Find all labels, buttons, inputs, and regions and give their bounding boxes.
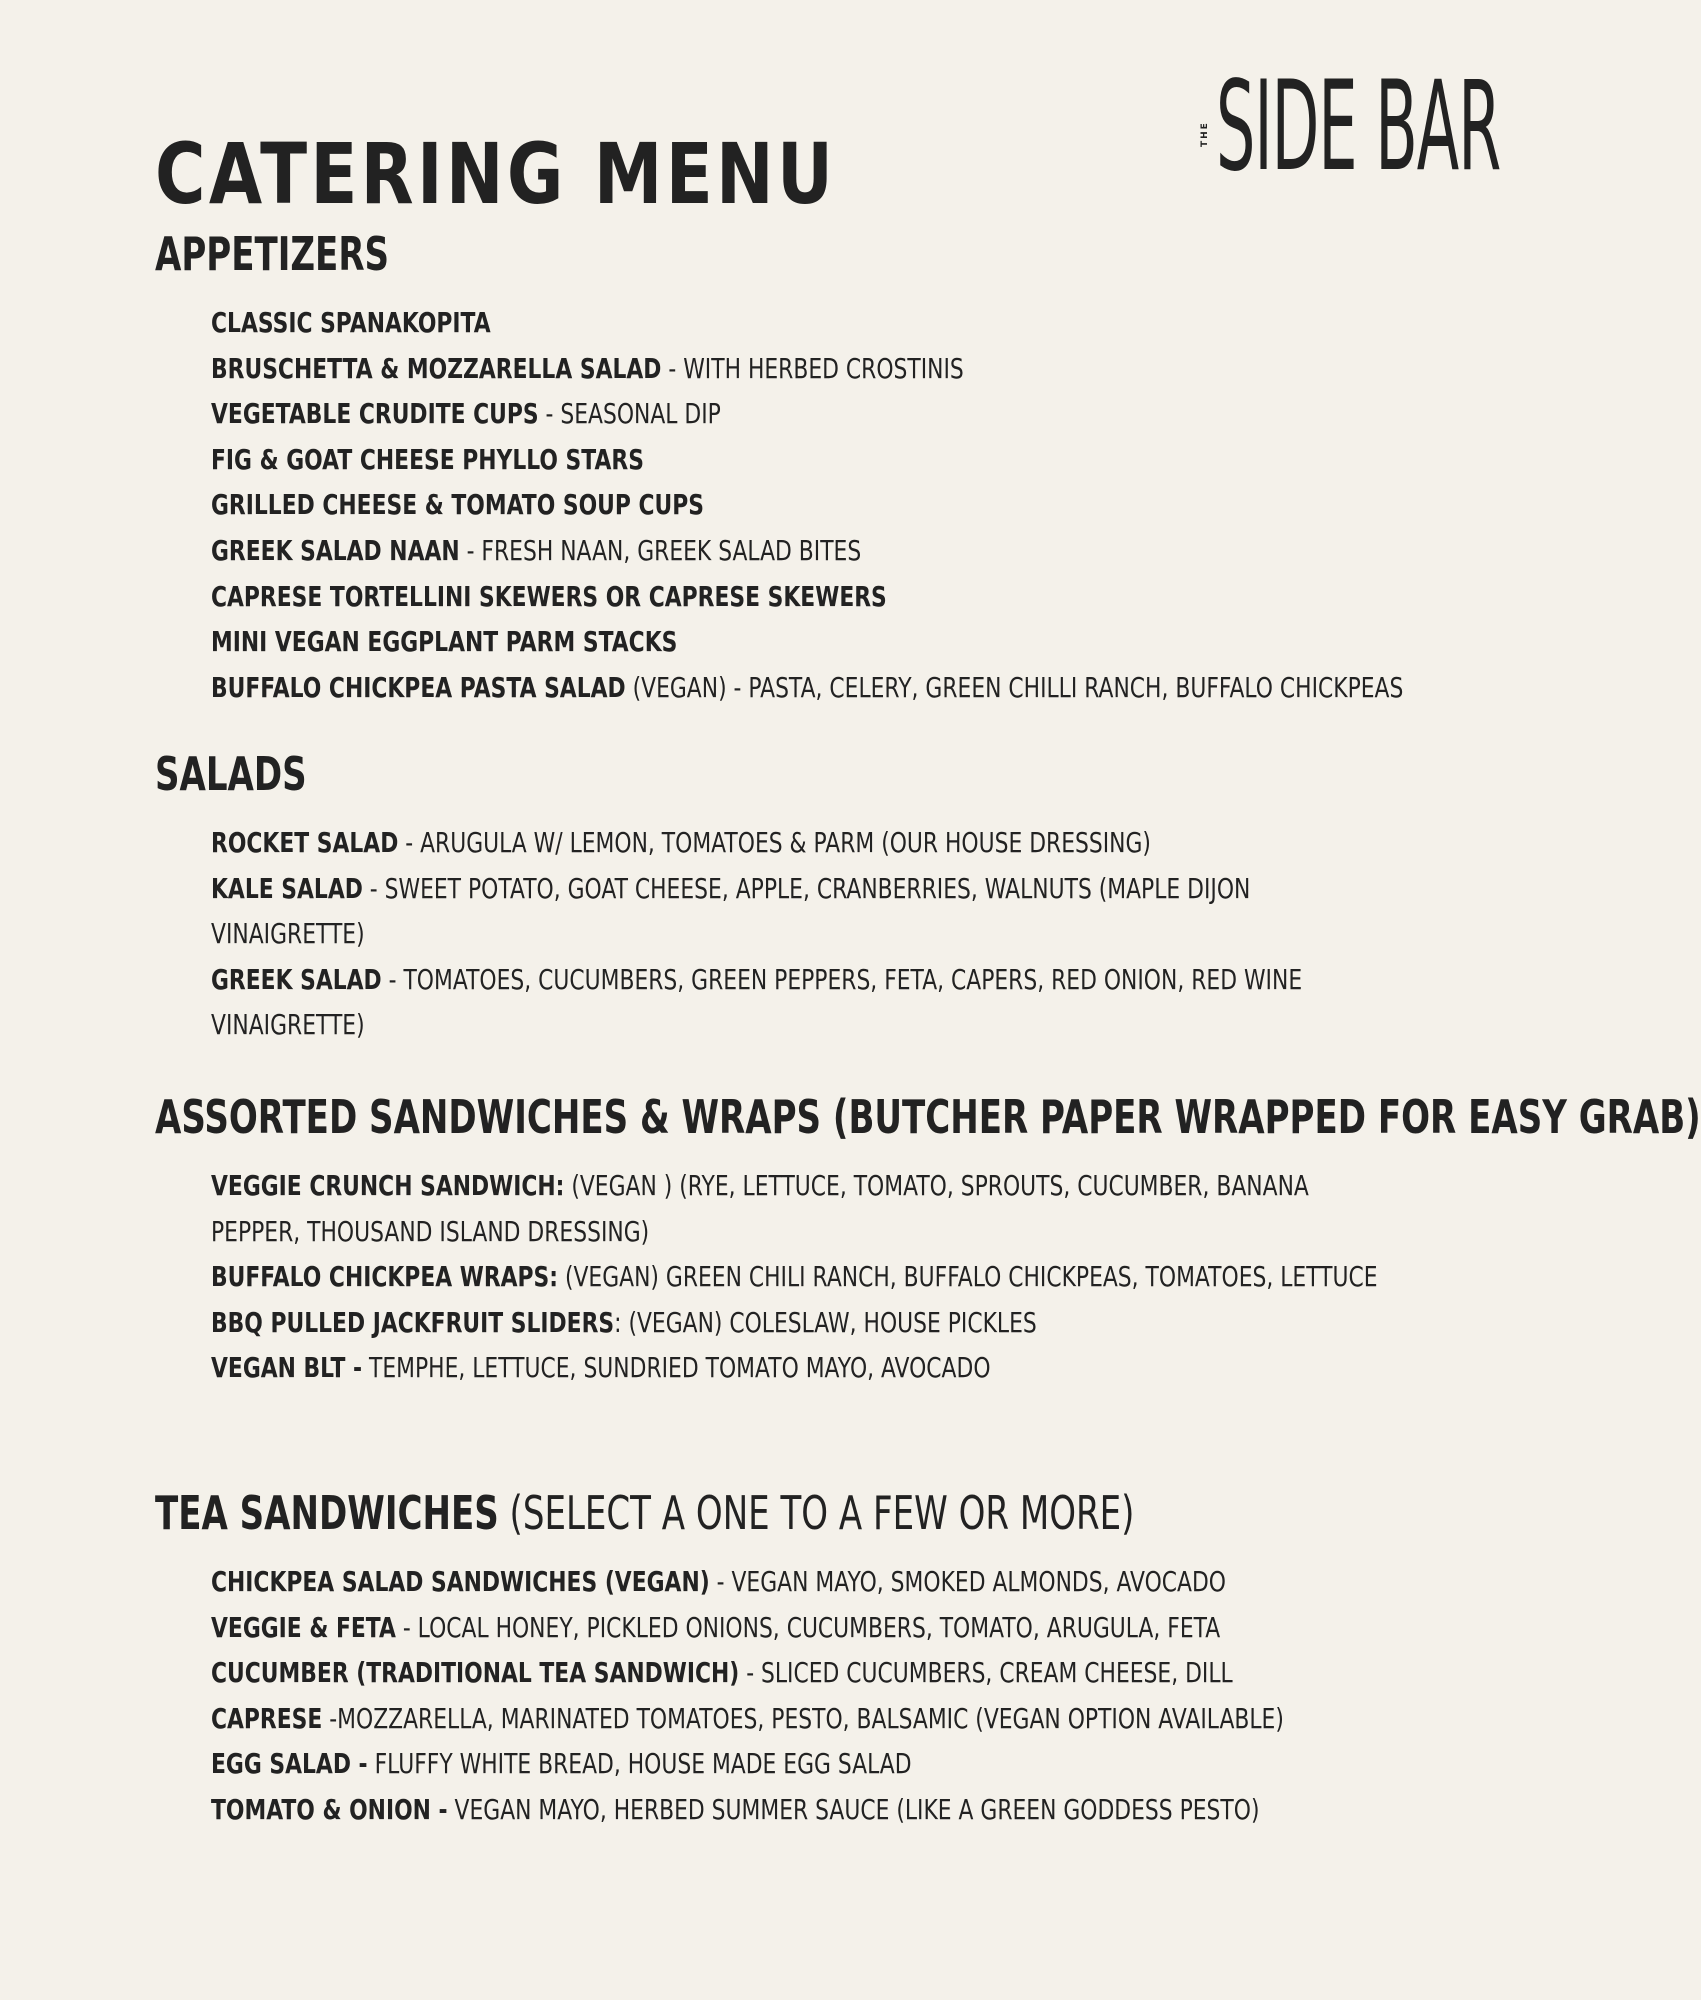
- section-sandwiches-wraps: [155, 1087, 1701, 1391]
- item-name: ROCKET SALAD: [211, 826, 399, 859]
- item-desc: VEGAN MAYO, HERBED SUMMER SAUCE (LIKE A GREEN GODDESS PESTO): [447, 1792, 1260, 1826]
- menu-item: [211, 482, 1303, 528]
- item-desc: - WITH HERBED CROSTINIS: [661, 351, 964, 385]
- section-heading: APPETIZERS: [155, 227, 390, 281]
- menu-item: [211, 528, 1303, 574]
- item-desc: (VEGAN ) (RYE, LETTUCE, TOMATO, SPROUTS, CUCUMBER, BANANA PEPPER, THOUSAND ISLAND DRESSING): [211, 1169, 1309, 1248]
- item-name: VEGGIE CRUNCH SANDWICH:: [211, 1169, 565, 1202]
- menu-item: [211, 1345, 1303, 1391]
- section-heading: [155, 1483, 1139, 1543]
- menu-item: [211, 1650, 1303, 1696]
- item-name: VEGETABLE CRUDITE CUPS: [211, 397, 539, 431]
- item-name: BUFFALO CHICKPEA PASTA SALAD: [211, 670, 626, 704]
- item-desc: (VEGAN) - PASTA, CELERY, GREEN CHILLI RANCH, BUFFALO CHICKPEAS: [625, 670, 1404, 704]
- item-list: [211, 1559, 1485, 1833]
- menu-item: [211, 619, 1303, 665]
- menu-item: [211, 957, 1303, 1048]
- section-heading-title: TEA SANDWICHES: [155, 1486, 499, 1540]
- logo-wordmark: SIDE BAR: [1216, 55, 1501, 199]
- item-name: TOMATO & ONION -: [211, 1792, 448, 1826]
- menu-item: [211, 391, 1303, 437]
- item-name: BUFFALO CHICKPEA WRAPS:: [211, 1260, 559, 1294]
- item-name: CHICKPEA SALAD SANDWICHES (VEGAN): [211, 1565, 710, 1598]
- item-list: [211, 820, 1485, 1048]
- menu-item: [211, 300, 1303, 346]
- item-desc: - SWEET POTATO, GOAT CHEESE, APPLE, CRANBERRIES, WALNUTS (MAPLE DIJON VINAIGRETTE): [211, 871, 1251, 951]
- item-name: MINI VEGAN EGGPLANT PARM STACKS: [211, 625, 678, 659]
- item-desc: - VEGAN MAYO, SMOKED ALMONDS, AVOCADO: [709, 1565, 1226, 1598]
- item-desc: - TOMATOES, CUCUMBERS, GREEN PEPPERS, FETA, CAPERS, RED ONION, RED WINE VINAIGRETTE): [211, 962, 1303, 1042]
- item-name: VEGGIE & FETA: [211, 1610, 396, 1644]
- menu-item: [211, 866, 1303, 957]
- item-name: FIG & GOAT CHEESE PHYLLO STARS: [211, 442, 644, 476]
- section-salads: [155, 744, 1485, 1048]
- item-name: BRUSCHETTA & MOZZARELLA SALAD: [211, 351, 662, 385]
- item-desc: TEMPHE, LETTUCE, SUNDRIED TOMATO MAYO, AVOCADO: [362, 1351, 991, 1385]
- side-bar-logo: [1200, 55, 1501, 199]
- section-appetizers: [155, 224, 1485, 710]
- item-name: EGG SALAD -: [211, 1747, 368, 1781]
- item-list: [211, 1163, 1485, 1391]
- menu-item: [211, 665, 1404, 711]
- item-desc: : (VEGAN) COLESLAW, HOUSE PICKLES: [614, 1305, 1037, 1339]
- section-heading: SALADS: [155, 747, 307, 801]
- menu-item: [211, 346, 1303, 392]
- item-list: [211, 300, 1485, 710]
- item-desc: FLUFFY WHITE BREAD, HOUSE MADE EGG SALAD: [367, 1747, 912, 1781]
- item-name: VEGAN BLT -: [211, 1351, 363, 1385]
- item-desc: - LOCAL HONEY, PICKLED ONIONS, CUCUMBERS, TOMATO, ARUGULA, FETA: [395, 1610, 1221, 1644]
- menu-item: [211, 1741, 1303, 1787]
- item-name: GREEK SALAD NAAN: [211, 533, 460, 567]
- item-name: GRILLED CHEESE & TOMATO SOUP CUPS: [211, 488, 705, 522]
- item-desc: (VEGAN) GREEN CHILI RANCH, BUFFALO CHICKPEAS, TOMATOES, LETTUCE: [558, 1260, 1378, 1294]
- item-name: KALE SALAD: [211, 871, 363, 905]
- menu-item: [211, 1300, 1303, 1346]
- menu-item: [211, 1696, 1303, 1742]
- menu-item: [211, 1559, 1303, 1605]
- menu-item: [211, 1605, 1303, 1651]
- item-name: CLASSIC SPANAKOPITA: [211, 306, 491, 339]
- menu-item: [211, 1787, 1303, 1833]
- section-tea-sandwiches: [155, 1483, 1485, 1833]
- item-name: BBQ PULLED JACKFRUIT SLIDERS: [211, 1305, 615, 1339]
- item-desc: - SEASONAL DIP: [538, 397, 721, 431]
- page-title: CATERING MENU: [155, 125, 837, 224]
- item-name: CAPRESE TORTELLINI SKEWERS OR CAPRESE SKEWERS: [211, 579, 887, 613]
- section-heading-note: (SELECT A ONE TO A FEW OR MORE): [498, 1486, 1135, 1540]
- item-desc: - FRESH NAAN, GREEK SALAD BITES: [459, 533, 862, 567]
- section-heading: ASSORTED SANDWICHES & WRAPS (BUTCHER PAPER WRAPPED FOR EASY GRAB): [155, 1090, 1701, 1144]
- menu-item: [211, 437, 1303, 483]
- menu-item: [211, 574, 1303, 620]
- item-name: CUCUMBER (TRADITIONAL TEA SANDWICH): [211, 1656, 740, 1690]
- item-name: GREEK SALAD: [211, 962, 382, 996]
- item-desc: - SLICED CUCUMBERS, CREAM CHEESE, DILL: [739, 1656, 1233, 1690]
- item-desc: - ARUGULA W/ LEMON, TOMATOES & PARM (OUR HOUSE DRESSING): [398, 826, 1151, 859]
- menu-item: [211, 820, 1303, 866]
- item-name: CAPRESE: [211, 1701, 323, 1735]
- logo-the-text: THE: [1200, 121, 1210, 147]
- item-desc: -MOZZARELLA, MARINATED TOMATOES, PESTO, BALSAMIC (VEGAN OPTION AVAILABLE): [322, 1701, 1284, 1735]
- menu-item: [211, 1254, 1378, 1300]
- menu-item: [211, 1163, 1342, 1254]
